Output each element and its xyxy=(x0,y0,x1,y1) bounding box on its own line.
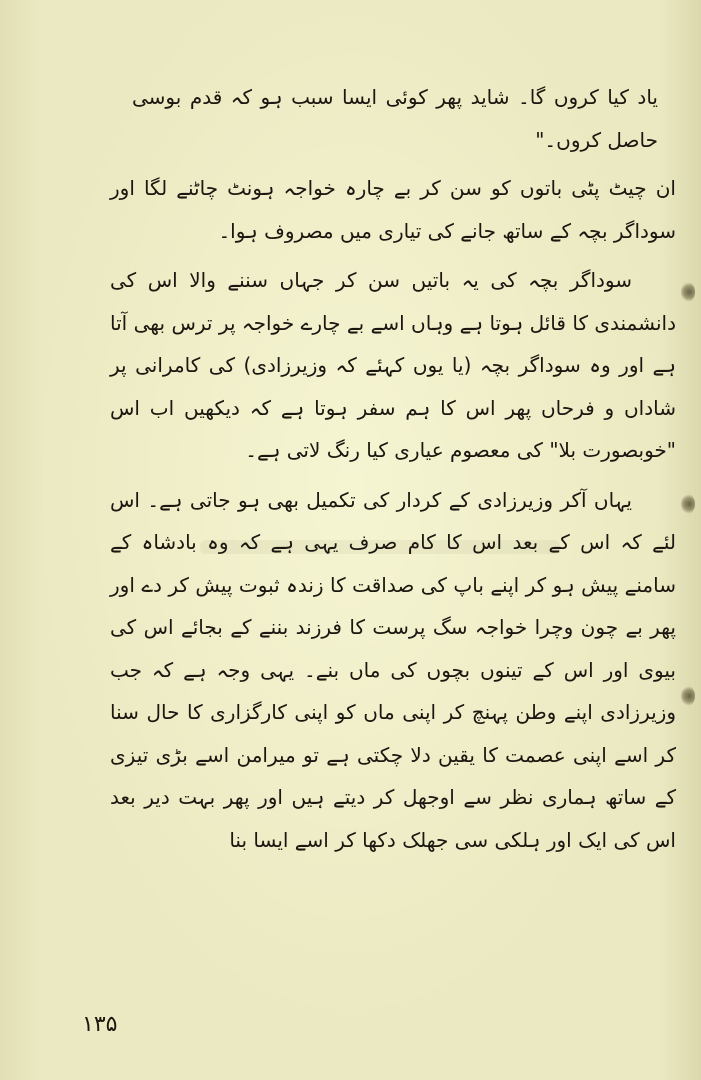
page-text xyxy=(110,76,676,868)
page-number: ۱۳۵ xyxy=(82,1012,118,1037)
paragraph: یہاں آکر وزیرزادی کے کردار کی تکمیل بھی ہو جاتی ہے۔ اس لئے کہ اس کے بعد اس کا کام صرف یہی ہے کہ وہ بادشاہ کے سامنے پیش ہو کر اپنے باپ کی صداقت کا زندہ ثبوت پیش کر دے اور پھر بے چون وچرا خواجہ سگ پرست کا فرزند بننے کے بجائے اس کی بیوی اور اس کے تینوں بچوں کی ماں بنے۔ یہی وجہ ہے کہ جب وزیرزادی اپنے وطن پہنچ کر اپنی ماں کو اپنی کارگزاری کا حال سنا کر اسے اپنی عصمت کا یقین دلا چکتی ہے تو میرامن اسے بڑی تیزی کے ساتھ ہماری نظر سے اوجھل کر دیتے ہیں اور پھر بہت دیر بعد اس کی ایک اور ہلکی سی جھلک دکھا کر اسے ایسا بنا xyxy=(110,487,676,852)
paragraph: سوداگر بچہ کی یہ باتیں سن کر جہاں سننے والا اس کی دانشمندی کا قائل ہوتا ہے وہاں اسے بے چارے خواجہ پر ترس بھی آتا ہے اور وہ سوداگر بچہ (یا یوں کہئے کہ وزیرزادی) کی کامرانی پر شاداں و فرحاں پھر اس کا ہم سفر ہوتا ہے کہ دیکھیں اب اس "خوبصورت بلا" کی معصوم عیاری کیا رنگ لاتی ہے۔ xyxy=(110,268,676,462)
binding-hole xyxy=(681,282,695,302)
binding-hole xyxy=(681,494,695,514)
paragraph: ان چیٹ پٹی باتوں کو سن کر بے چارہ خواجہ ہونٹ چاٹنے لگا اور سوداگر بچہ کے ساتھ جانے کی تیاری میں مصروف ہوا۔ xyxy=(110,176,676,243)
paragraph-quote-ending: یاد کیا کروں گا۔ شاید پھر کوئی ایسا سبب ہو کہ قدم بوسی حاصل کروں۔" xyxy=(132,85,658,152)
binding-hole xyxy=(681,686,695,706)
